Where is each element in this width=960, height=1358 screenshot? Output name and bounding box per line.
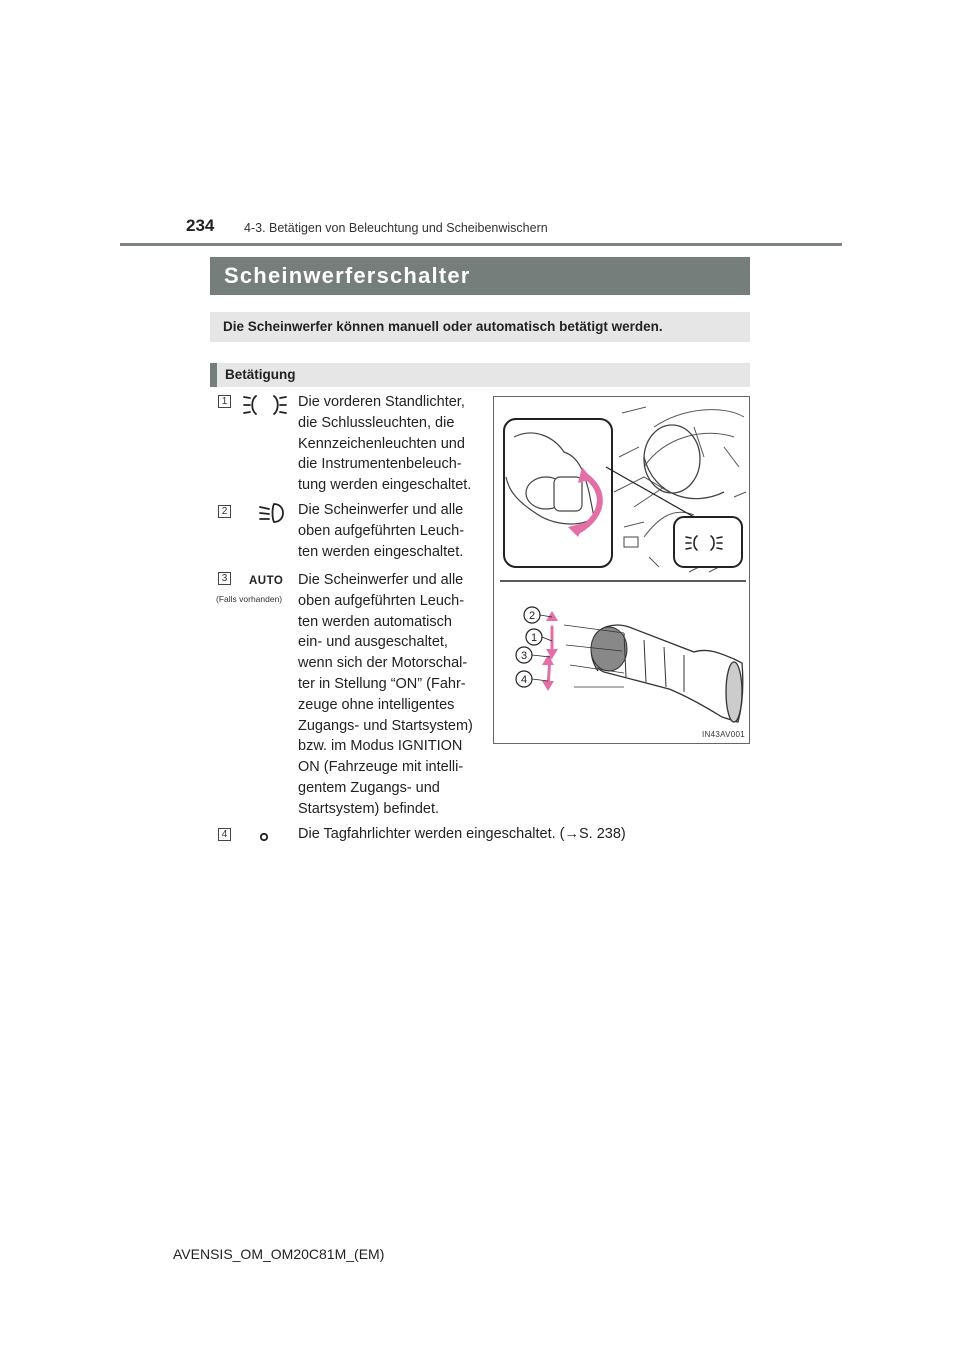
item-1-line: die Instrumentenbeleuch- <box>298 456 462 473</box>
item-3-line: Startsystem) befindet. <box>298 800 440 817</box>
item-2-line: Die Scheinwerfer und alle <box>298 502 464 518</box>
callout-label: 3 <box>520 650 528 662</box>
item-1-line: Die vorderen Standlichter, <box>298 394 465 410</box>
item-3-description <box>298 570 478 820</box>
item-2-description <box>298 500 478 562</box>
item-3-line: ter in Stellung “ON” (Fahr- <box>298 675 466 692</box>
figure-code: IN43AV001 <box>702 730 746 739</box>
item-number-4: 4 <box>218 828 231 841</box>
header-divider <box>120 243 842 246</box>
section-title: Scheinwerferschalter <box>210 257 750 295</box>
item-number-3: 3 <box>218 572 231 585</box>
item-3-line: Zugangs- und Startsystem) <box>298 717 473 734</box>
item-1-line: tung werden eingeschaltet. <box>298 477 472 494</box>
item-number-2: 2 <box>218 505 231 518</box>
section-intro: Die Scheinwerfer können manuell oder automatisch betätigt werden. <box>210 312 750 342</box>
item-3-line: oben aufgeführten Leuch- <box>298 592 465 609</box>
callout-label: 2 <box>528 610 536 622</box>
if-equipped-note: (Falls vorhanden) <box>216 594 283 604</box>
item-3-line: wenn sich der Motorschal- <box>298 655 468 672</box>
item-1-description <box>298 392 478 496</box>
item-1-line: die Schlussleuchten, die <box>298 414 455 431</box>
auto-icon: AUTO <box>249 575 284 587</box>
headlight-low-beam-icon <box>258 502 288 524</box>
item-number-1: 1 <box>218 395 231 408</box>
chapter-title: 4-3. Betätigen von Beleuchtung und Scheibenwischern <box>244 221 548 235</box>
item-4-description: Die Tagfahrlichter werden eingeschaltet. (→S. 238) <box>298 826 626 842</box>
headlight-switch-figure <box>493 396 750 744</box>
figure-drawing <box>494 397 749 743</box>
item-2-line: oben aufgeführten Leuch- <box>298 522 465 539</box>
item-3-line: gentem Zugangs- und <box>298 779 440 796</box>
document-code-footer: AVENSIS_OM_OM20C81M_(EM) <box>173 1246 385 1262</box>
subheading: Betätigung <box>210 363 750 387</box>
daytime-running-light-icon <box>258 831 270 843</box>
item-3-line: Die Scheinwerfer und alle <box>298 572 464 588</box>
item-3-line: bzw. im Modus IGNITION <box>298 738 463 755</box>
item-3-line: ten werden automatisch <box>298 613 452 630</box>
item-3-line: ein- und ausgeschaltet, <box>298 634 448 651</box>
page-number: 234 <box>186 216 215 235</box>
item-2-line: ten werden eingeschaltet. <box>298 543 464 560</box>
callout-label: 4 <box>520 674 528 686</box>
item-3-line: ON (Fahrzeuge mit intelli- <box>298 759 464 776</box>
parking-lights-icon <box>242 393 288 417</box>
item-3-line: zeuge ohne intelligentes <box>298 696 455 713</box>
callout-label: 1 <box>530 632 538 644</box>
item-1-line: Kennzeichenleuchten und <box>298 435 465 452</box>
